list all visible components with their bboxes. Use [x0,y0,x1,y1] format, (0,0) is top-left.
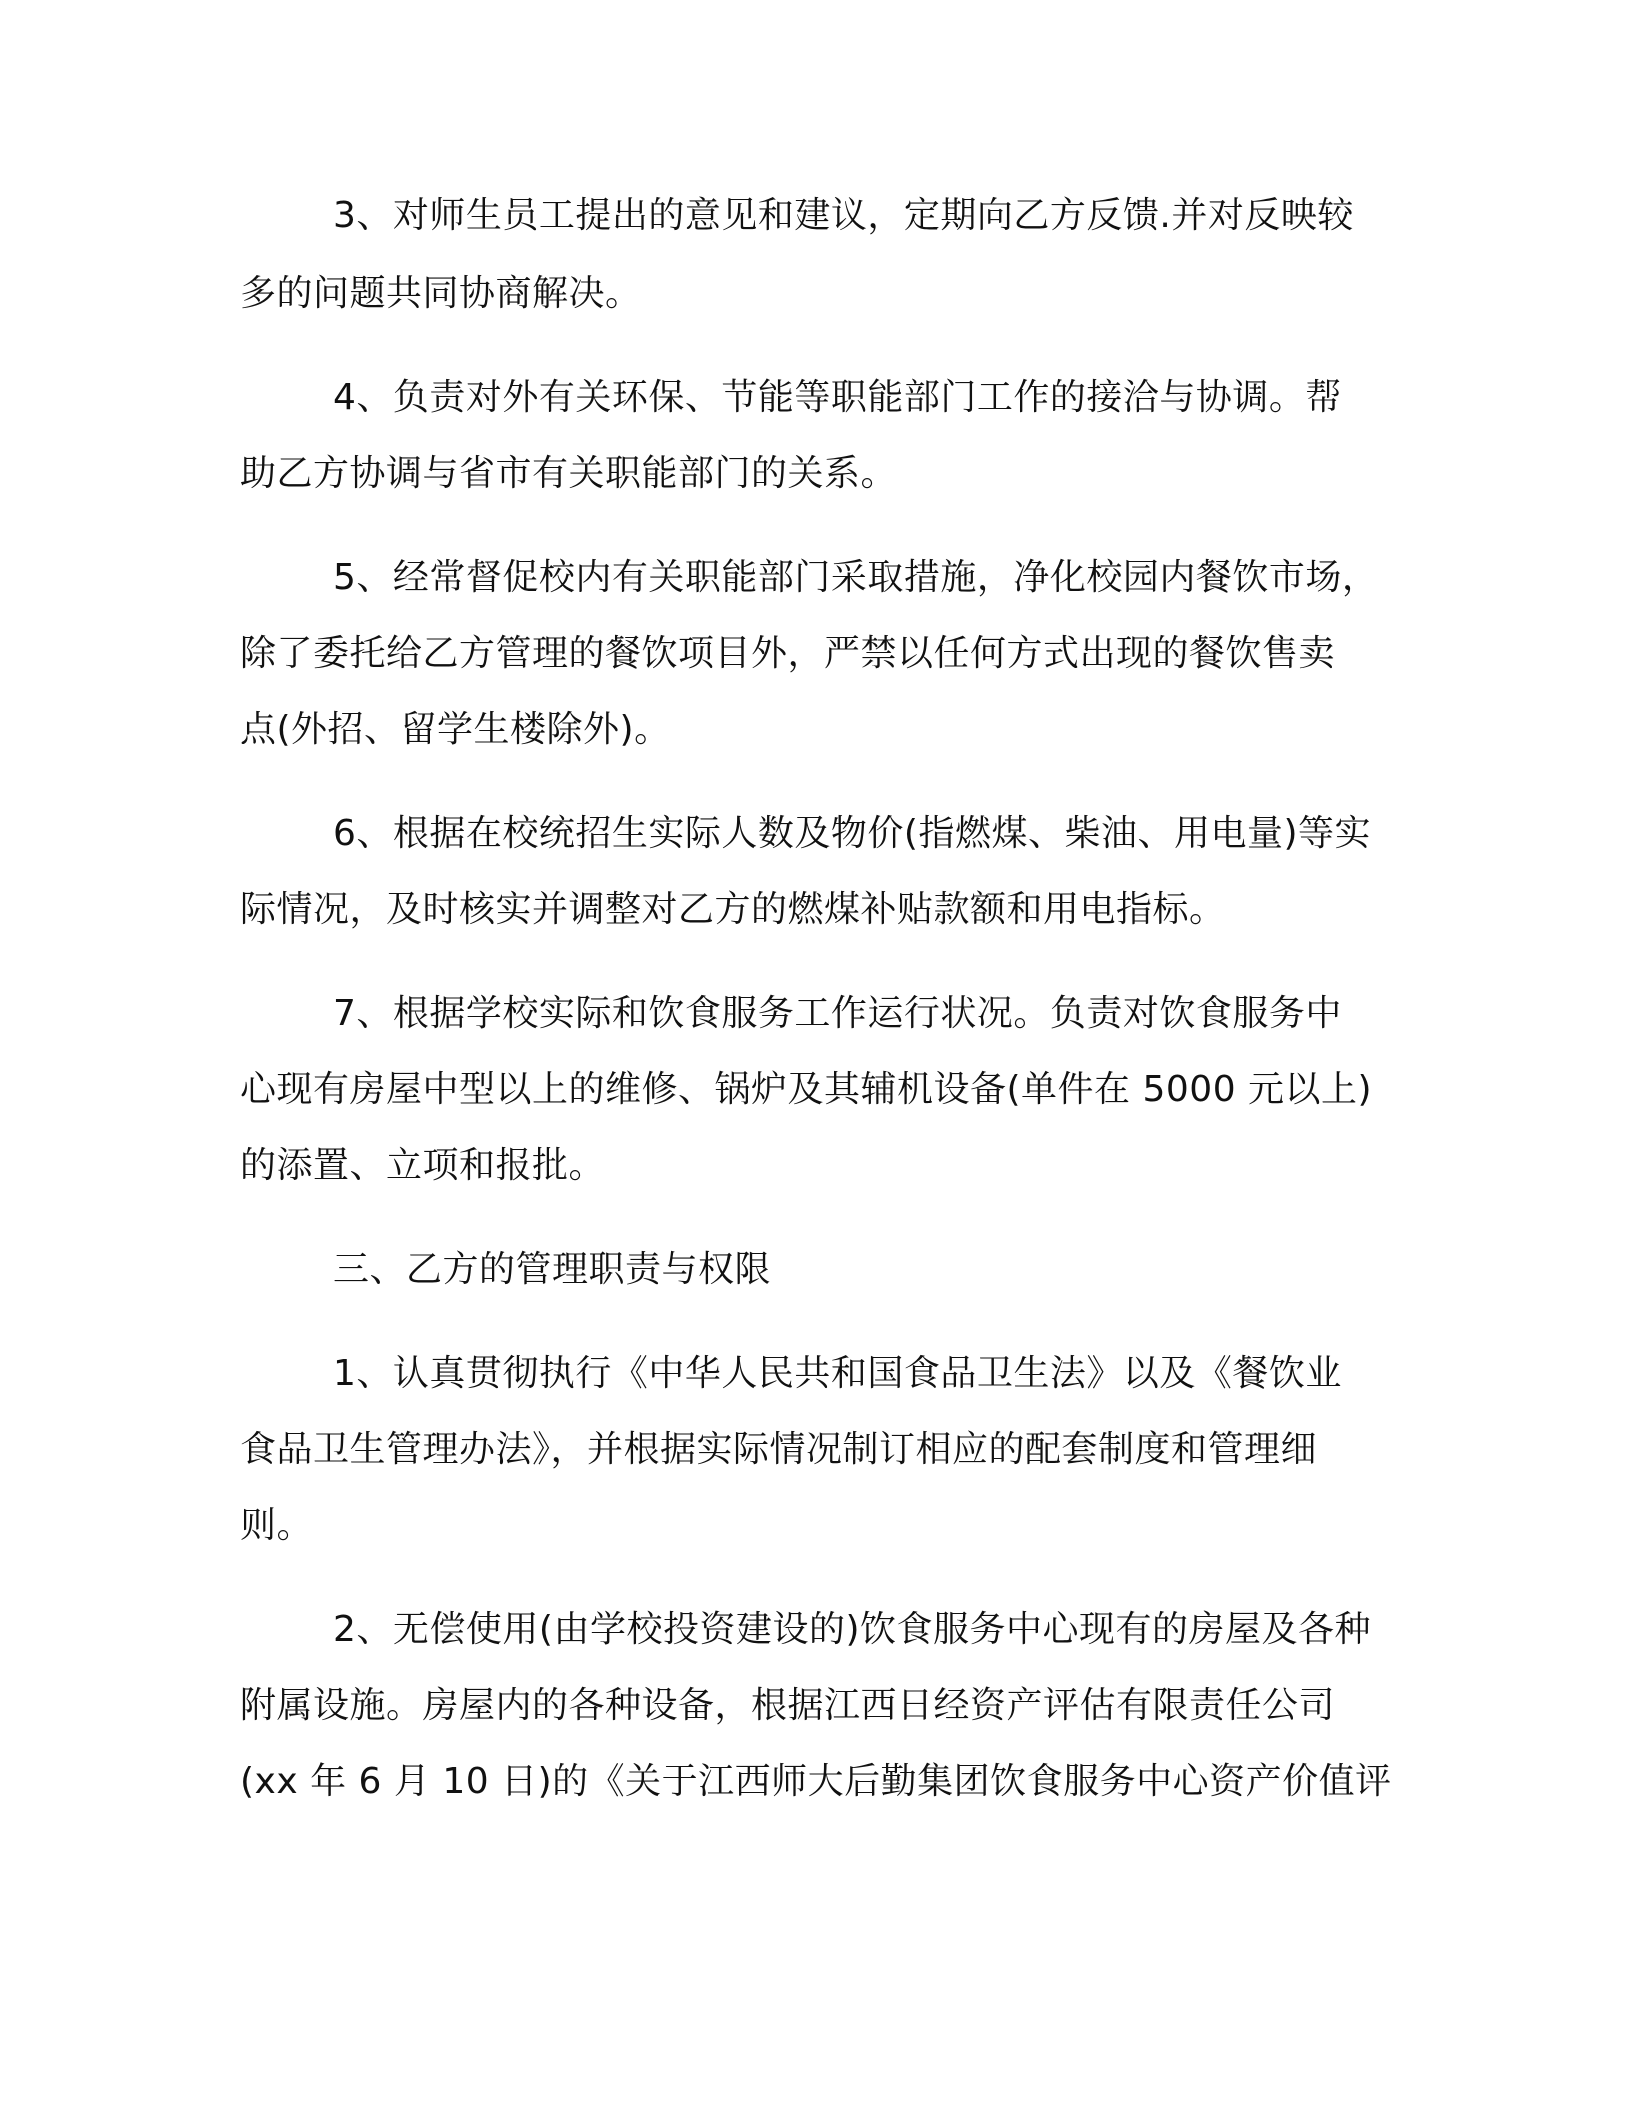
paragraph-7-line-3: 的添置、立项和报批。 [240,1145,606,1186]
section-heading: 三、乙方的管理职责与权限 [333,1249,772,1290]
paragraph-6-line-2: 际情况，及时核实并调整对乙方的燃煤补贴款额和用电指标。 [240,889,1226,930]
section-item-2-line-2: 附属设施。房屋内的各种设备，根据江西日经资产评估有限责任公司 [240,1685,1336,1726]
paragraph-7-line-2: 心现有房屋中型以上的维修、锅炉及其辅机设备(单件在 5000 元以上) [240,1069,1373,1110]
section-item-2-line-3: (xx 年 6 月 10 日)的《关于江西师大后勤集团饮食服务中心资产价值评 [240,1761,1392,1802]
section-item-1-line-2: 食品卫生管理办法》，并根据实际情况制订相应的配套制度和管理细 [240,1429,1318,1470]
paragraph-4-line-1: 4、负责对外有关环保、节能等职能部门工作的接洽与协调。帮 [333,377,1342,418]
paragraph-6-line-1: 6、根据在校统招生实际人数及物价(指燃煤、柴油、用电量)等实 [333,813,1371,854]
paragraph-4-line-2: 助乙方协调与省市有关职能部门的关系。 [240,453,898,494]
paragraph-3-line-1: 3、对师生员工提出的意见和建议，定期向乙方反馈.并对反映较 [333,195,1354,236]
section-item-1-line-3: 则。 [240,1505,314,1546]
paragraph-3-line-2: 多的问题共同协商解决。 [240,273,642,314]
paragraph-5-line-2: 除了委托给乙方管理的餐饮项目外，严禁以任何方式出现的餐饮售卖 [240,633,1336,674]
paragraph-5-line-3: 点(外招、留学生楼除外)。 [240,709,671,750]
section-item-1-line-1: 1、认真贯彻执行《中华人民共和国食品卫生法》以及《餐饮业 [333,1353,1342,1394]
paragraph-5-line-1: 5、经常督促校内有关职能部门采取措施，净化校园内餐饮市场， [333,557,1379,598]
section-item-2-line-1: 2、无偿使用(由学校投资建设的)饮食服务中心现有的房屋及各种 [333,1609,1371,1650]
paragraph-7-line-1: 7、根据学校实际和饮食服务工作运行状况。负责对饮食服务中 [333,993,1342,1034]
